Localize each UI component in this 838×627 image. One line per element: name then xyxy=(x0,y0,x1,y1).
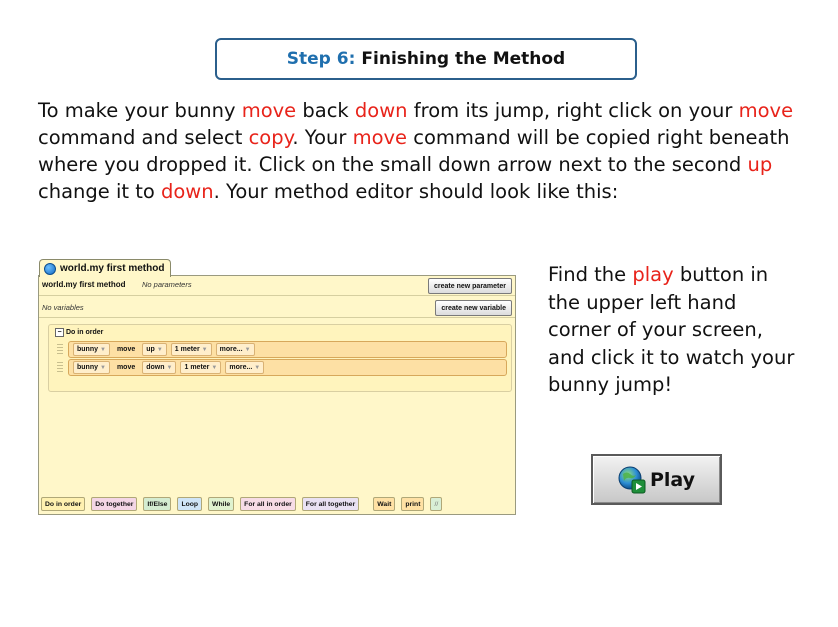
direction-dropdown[interactable] xyxy=(142,343,167,356)
play-button-label: Play xyxy=(649,468,696,491)
do-in-order-block[interactable] xyxy=(48,324,512,392)
dropdown-arrow-icon: ▼ xyxy=(244,346,251,353)
method-panel xyxy=(38,275,516,515)
direction-value: down xyxy=(146,364,165,371)
command-row[interactable] xyxy=(68,341,507,358)
step-number: Step 6: xyxy=(286,49,356,69)
drag-handle-icon[interactable] xyxy=(57,362,63,373)
method-editor xyxy=(38,259,516,515)
tab-print[interactable]: print xyxy=(401,497,424,511)
do-in-order-header xyxy=(55,328,103,337)
intro-keyword: move xyxy=(352,126,408,149)
tab-do-in-order[interactable]: Do in order xyxy=(41,497,85,511)
tab-if-else[interactable]: If/Else xyxy=(143,497,171,511)
world-globe-icon xyxy=(44,263,56,275)
control-tabs-bar xyxy=(41,497,448,511)
intro-text: . Your xyxy=(292,126,353,149)
intro-text: from its jump, right click on your xyxy=(407,99,739,122)
amount-value: 1 meter xyxy=(174,346,200,353)
dropdown-arrow-icon: ▼ xyxy=(100,364,106,371)
more-value: more... xyxy=(219,346,243,353)
intro-text: . Your method editor should look like this: xyxy=(213,180,619,203)
intro-text: To make your bunny xyxy=(38,99,242,122)
tab-do-together[interactable]: Do together xyxy=(91,497,137,511)
dropdown-arrow-icon: ▼ xyxy=(166,364,173,371)
step-header xyxy=(215,38,637,80)
intro-text: command and select xyxy=(38,126,249,149)
collapse-icon[interactable]: − xyxy=(55,328,64,337)
object-value: bunny xyxy=(77,346,98,353)
play-instructions xyxy=(548,261,798,399)
dropdown-arrow-icon: ▼ xyxy=(211,364,218,371)
method-tab-label: world.my first method xyxy=(60,263,165,274)
step-title: Finishing the Method xyxy=(361,49,566,69)
drag-handle-icon[interactable] xyxy=(57,344,63,355)
variables-row xyxy=(39,297,515,318)
dropdown-arrow-icon: ▼ xyxy=(201,346,208,353)
dropdown-arrow-icon: ▼ xyxy=(156,346,163,353)
amount-dropdown[interactable] xyxy=(180,361,221,374)
tab-while[interactable]: While xyxy=(208,497,234,511)
tab-loop[interactable]: Loop xyxy=(177,497,202,511)
create-variable-button[interactable]: create new variable xyxy=(435,300,512,316)
intro-keyword: up xyxy=(747,153,773,176)
side-text: Find the xyxy=(548,263,633,286)
more-dropdown[interactable] xyxy=(225,361,264,374)
object-dropdown[interactable] xyxy=(73,361,110,374)
command-verb: move xyxy=(116,364,136,371)
intro-keyword: down xyxy=(161,180,214,203)
object-dropdown[interactable] xyxy=(73,343,110,356)
method-tab[interactable] xyxy=(39,259,171,277)
do-in-order-label: Do in order xyxy=(66,329,104,336)
play-button[interactable] xyxy=(591,454,722,505)
tab-comment[interactable]: // xyxy=(430,497,442,511)
intro-text: command will be copied right beneath where you dropped it. Click on the small down arrow next to the second xyxy=(38,126,790,176)
object-value: bunny xyxy=(77,364,98,371)
direction-dropdown[interactable] xyxy=(142,361,176,374)
dropdown-arrow-icon: ▼ xyxy=(100,346,106,353)
create-parameter-button[interactable]: create new parameter xyxy=(428,278,512,294)
play-globe-icon xyxy=(618,466,646,494)
intro-keyword: move xyxy=(241,99,297,122)
no-parameters-label: No parameters xyxy=(142,280,192,289)
no-variables-label: No variables xyxy=(42,303,84,312)
tab-wait[interactable]: Wait xyxy=(373,497,395,511)
tab-for-all-in-order[interactable]: For all in order xyxy=(240,497,296,511)
direction-value: up xyxy=(146,346,155,353)
method-name: world.my first method xyxy=(42,280,126,289)
command-verb: move xyxy=(116,346,136,353)
more-dropdown[interactable] xyxy=(216,343,255,356)
side-text: button in the upper left hand corner of your screen, and click it to watch your bunny jump! xyxy=(548,263,795,396)
dropdown-arrow-icon: ▼ xyxy=(254,364,261,371)
tab-for-all-together[interactable]: For all together xyxy=(302,497,359,511)
intro-keyword: move xyxy=(738,99,794,122)
side-keyword: play xyxy=(632,263,674,286)
intro-paragraph xyxy=(38,97,808,205)
intro-text: back xyxy=(296,99,355,122)
more-value: more... xyxy=(229,364,253,371)
intro-keyword: down xyxy=(354,99,408,122)
command-row[interactable] xyxy=(68,359,507,376)
intro-text: change it to xyxy=(38,180,161,203)
method-signature-row xyxy=(39,276,515,296)
amount-dropdown[interactable] xyxy=(171,343,212,356)
amount-value: 1 meter xyxy=(184,364,210,371)
intro-keyword: copy xyxy=(248,126,293,149)
